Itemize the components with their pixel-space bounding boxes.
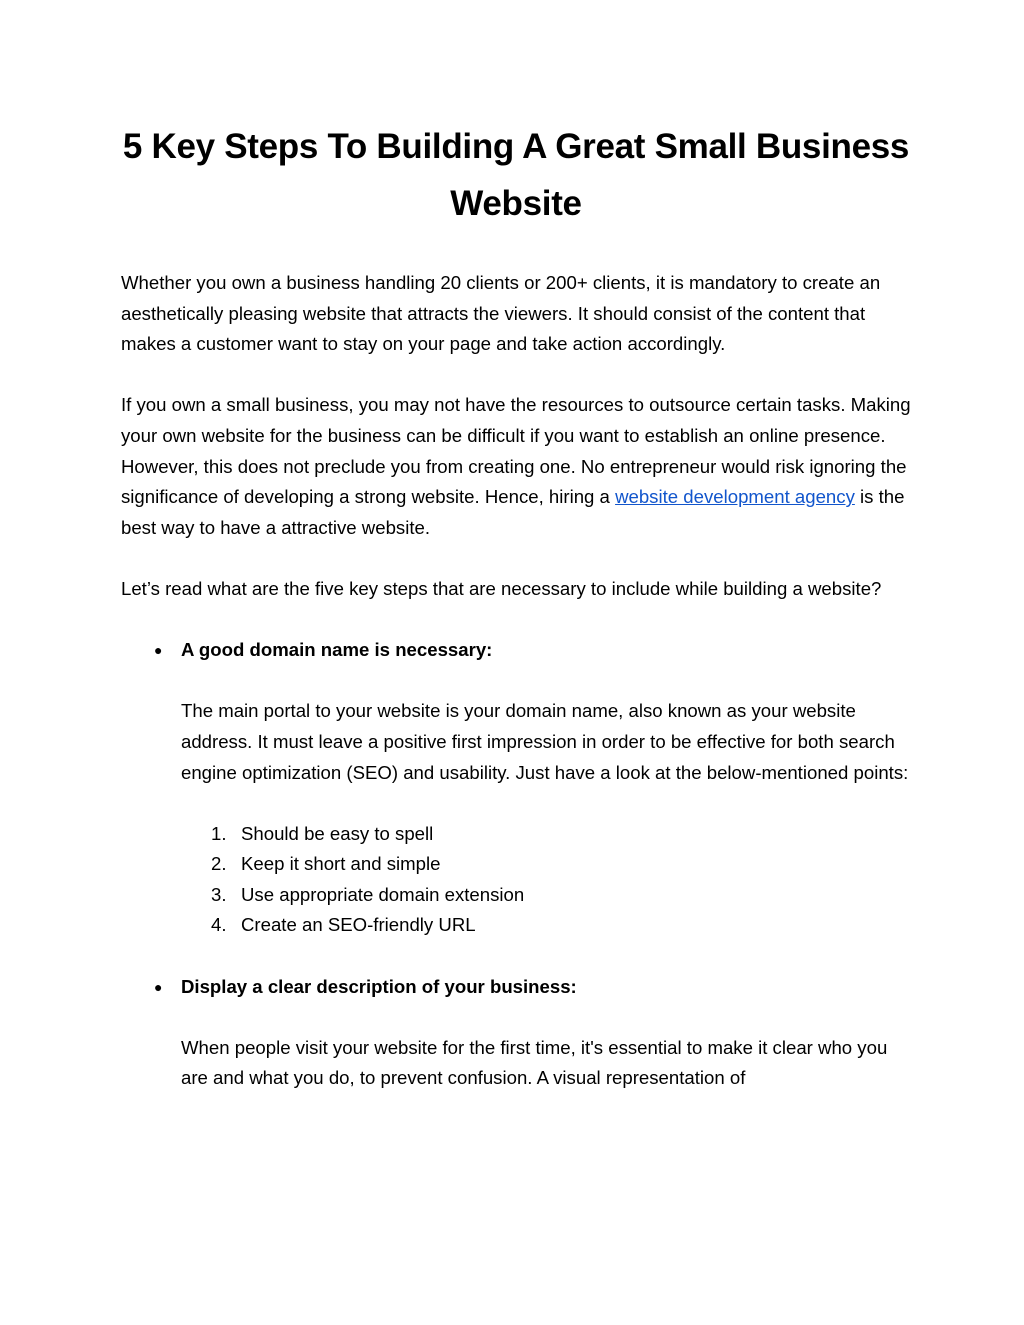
bullet-icon: ● [154, 978, 163, 995]
list-item-text: Keep it short and simple [241, 853, 441, 875]
document-title: 5 Key Steps To Building A Great Small Business Website [122, 127, 910, 223]
list-item-text: Create an SEO-friendly URL [241, 914, 476, 936]
domain-points-list [181, 819, 911, 941]
list-number: 2. [211, 853, 227, 875]
intro-paragraph-3: Let’s read what are the five key steps that are necessary to include while building a website? [121, 577, 882, 599]
step-heading: A good domain name is necessary: [181, 639, 493, 661]
intro-paragraph-2 [121, 390, 911, 543]
list-number: 4. [211, 914, 227, 936]
list-number: 1. [211, 822, 227, 844]
bullet-icon: ● [154, 642, 163, 659]
list-item [181, 849, 911, 880]
list-item [181, 880, 911, 911]
step-item-business-description [121, 972, 911, 1094]
list-item-text: Use appropriate domain extension [241, 883, 525, 905]
list-item [181, 910, 911, 941]
steps-list [121, 635, 911, 1094]
website-development-agency-link[interactable]: website development agency [615, 486, 855, 508]
step-item-domain-name [121, 635, 911, 941]
step-body: When people visit your website for the first time, it's essential to make it clear who you are and what you do, to prevent confusion. A visual representation of [181, 1036, 888, 1089]
document-page [121, 0, 911, 1094]
intro-paragraph-2-text-after: is the best way to have a attractive website. [121, 486, 905, 538]
step-heading: Display a clear description of your business: [181, 975, 577, 997]
list-item-text: Should be easy to spell [241, 822, 434, 844]
step-body: The main portal to your website is your domain name, also known as your website address. It must leave a positive first impression in order to be effective for both search engine optimization (SEO) and usability. Just have a look at the below-mentioned points: [181, 700, 909, 783]
list-number: 3. [211, 883, 227, 905]
intro-paragraph-2-text-before: If you own a small business, you may not have the resources to outsource certain tasks. Making your own website for the business can be difficult if you want to establish an online presence. However, this does not preclude you from creating one. No entrepreneur would risk ignoring the significance of developing a strong website. Hence, hiring a [121, 394, 911, 508]
list-item [181, 819, 911, 850]
intro-paragraph-1: Whether you own a business handling 20 clients or 200+ clients, it is mandatory to create an aesthetically pleasing website that attracts the viewers. It should consist of the content that makes a customer want to stay on your page and take action accordingly. [121, 272, 881, 355]
